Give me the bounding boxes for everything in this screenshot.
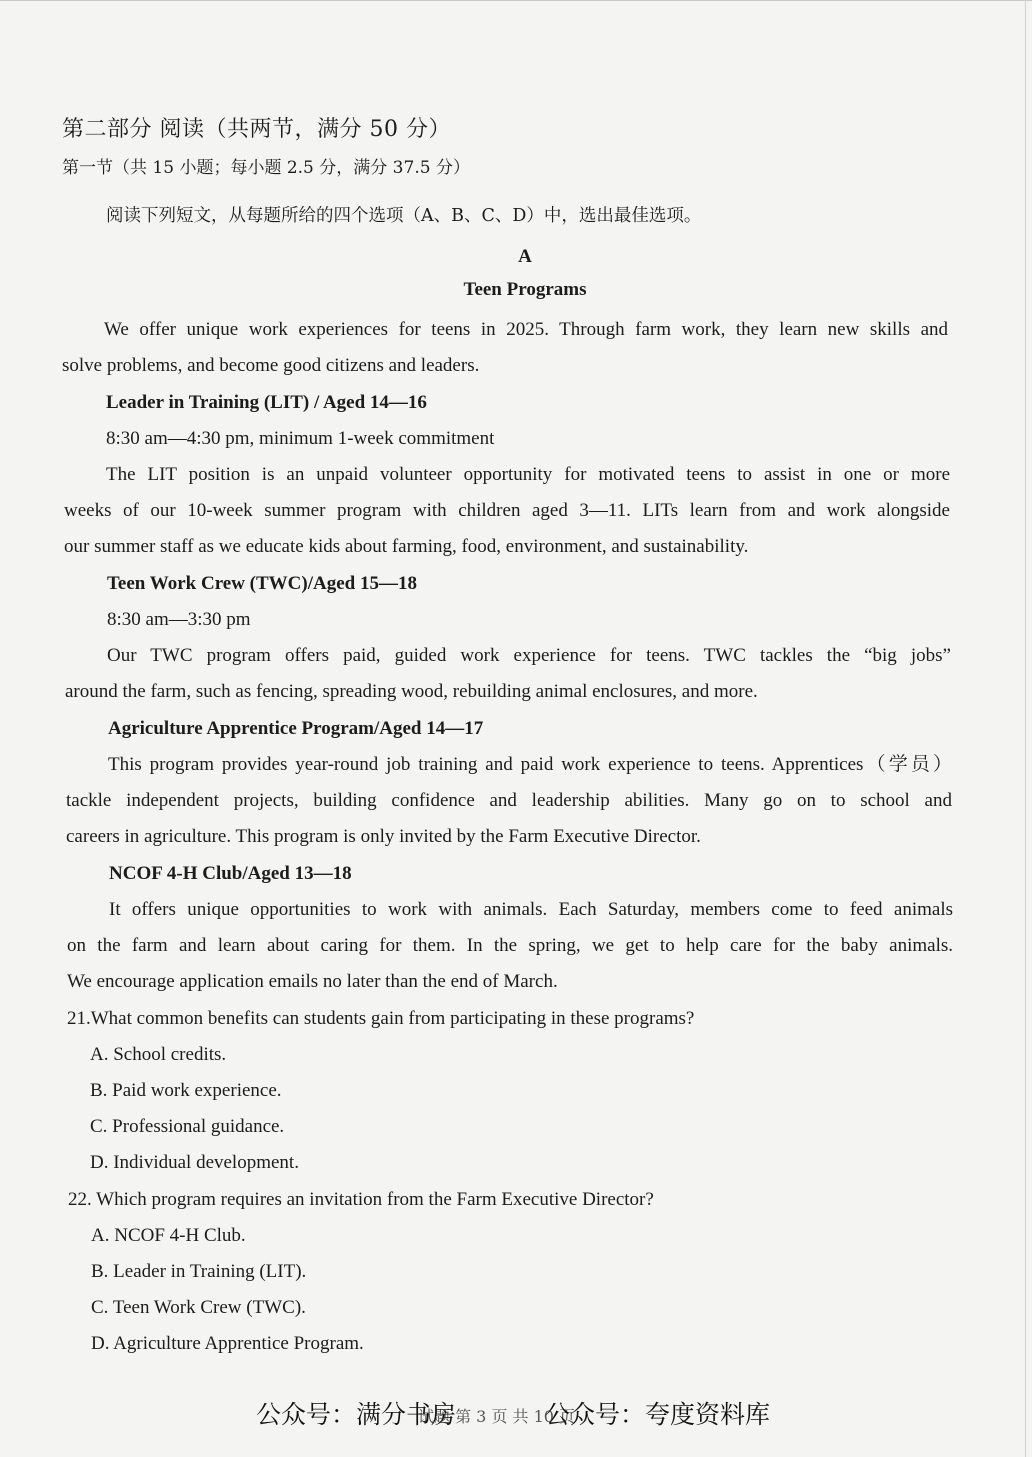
- program-heading-4h: NCOF 4-H Club/Aged 13—18: [109, 863, 352, 884]
- apprentice-line-2: tackle independent projects, building confidence and leadership abilities. Many go on to school and: [66, 790, 952, 811]
- page-top-edge: [0, 0, 1032, 7]
- question-22-option-b[interactable]: B. Leader in Training (LIT).: [91, 1261, 307, 1282]
- club-line-3: We encourage application emails no later than the end of March.: [67, 971, 558, 992]
- watermark-left: 公众号：满分书房: [256, 1400, 457, 1429]
- intro-paragraph: [62, 312, 948, 384]
- watermark-right: 公众号：夸度资料库: [545, 1400, 771, 1429]
- program-desc-lit: [64, 457, 950, 565]
- program-heading-lit: Leader in Training (LIT) / Aged 14—16: [106, 392, 427, 413]
- question-22-option-a[interactable]: A. NCOF 4-H Club.: [91, 1225, 246, 1246]
- page-right-edge: [1025, 0, 1026, 1457]
- subsection-heading: 第一节（共 15 小题；每小题 2.5 分，满分 37.5 分）: [62, 158, 470, 178]
- section-heading: 第二部分 阅读（共两节，满分 50 分）: [62, 117, 451, 142]
- question-22-option-c[interactable]: C. Teen Work Crew (TWC).: [91, 1297, 306, 1318]
- program-time-twc: 8:30 am—3:30 pm: [107, 609, 251, 630]
- program-desc-apprentice: [66, 747, 952, 855]
- intro-line-1: We offer unique work experiences for teens in 2025. Through farm work, they learn new skills and: [104, 319, 948, 340]
- program-time-lit: 8:30 am—4:30 pm, minimum 1-week commitment: [106, 428, 495, 449]
- intro-line-2: solve problems, and become good citizens and leaders.: [62, 355, 480, 376]
- program-heading-twc: Teen Work Crew (TWC)/Aged 15—18: [107, 573, 417, 594]
- club-line-2: on the farm and learn about caring for them. In the spring, we get to help care for the baby animals.: [67, 935, 953, 956]
- instruction-text: 阅读下列短文，从每题所给的四个选项（A、B、C、D）中，选出最佳选项。: [106, 206, 702, 226]
- twc-line-1: Our TWC program offers paid, guided work experience for teens. TWC tackles the “big jobs”: [107, 645, 951, 666]
- passage-letter: A: [518, 246, 532, 267]
- apprentice-line-1: This program provides year-round job training and paid work experience to teens. Apprentices（学员）: [108, 754, 952, 775]
- question-21-option-c[interactable]: C. Professional guidance.: [90, 1116, 285, 1137]
- lit-line-1: The LIT position is an unpaid volunteer opportunity for motivated teens to assist in one or more: [106, 464, 950, 485]
- program-heading-apprentice: Agriculture Apprentice Program/Aged 14—17: [108, 718, 484, 739]
- page-info: 试题 第 3 页 共 10 页: [418, 1407, 576, 1426]
- question-22-stem: 22. Which program requires an invitation from the Farm Executive Director?: [68, 1189, 654, 1210]
- lit-line-3: our summer staff as we educate kids about farming, food, environment, and sustainability.: [64, 536, 749, 557]
- question-21-stem: 21.What common benefits can students gain from participating in these programs?: [67, 1008, 695, 1029]
- question-21-option-d[interactable]: D. Individual development.: [90, 1152, 299, 1173]
- question-21-option-a[interactable]: A. School credits.: [90, 1044, 227, 1065]
- club-line-1: It offers unique opportunities to work with animals. Each Saturday, members come to feed animals: [109, 899, 953, 920]
- twc-line-2: around the farm, such as fencing, spreading wood, rebuilding animal enclosures, and more.: [65, 681, 758, 702]
- passage-title: Teen Programs: [463, 279, 587, 300]
- program-desc-4h: [67, 892, 953, 1000]
- apprentice-line-3: careers in agriculture. This program is only invited by the Farm Executive Director.: [66, 826, 701, 847]
- program-desc-twc: [65, 638, 951, 710]
- question-22-option-d[interactable]: D. Agriculture Apprentice Program.: [91, 1333, 364, 1354]
- question-21-option-b[interactable]: B. Paid work experience.: [90, 1080, 282, 1101]
- lit-line-2: weeks of our 10-week summer program with children aged 3—11. LITs learn from and work alongside: [64, 500, 950, 521]
